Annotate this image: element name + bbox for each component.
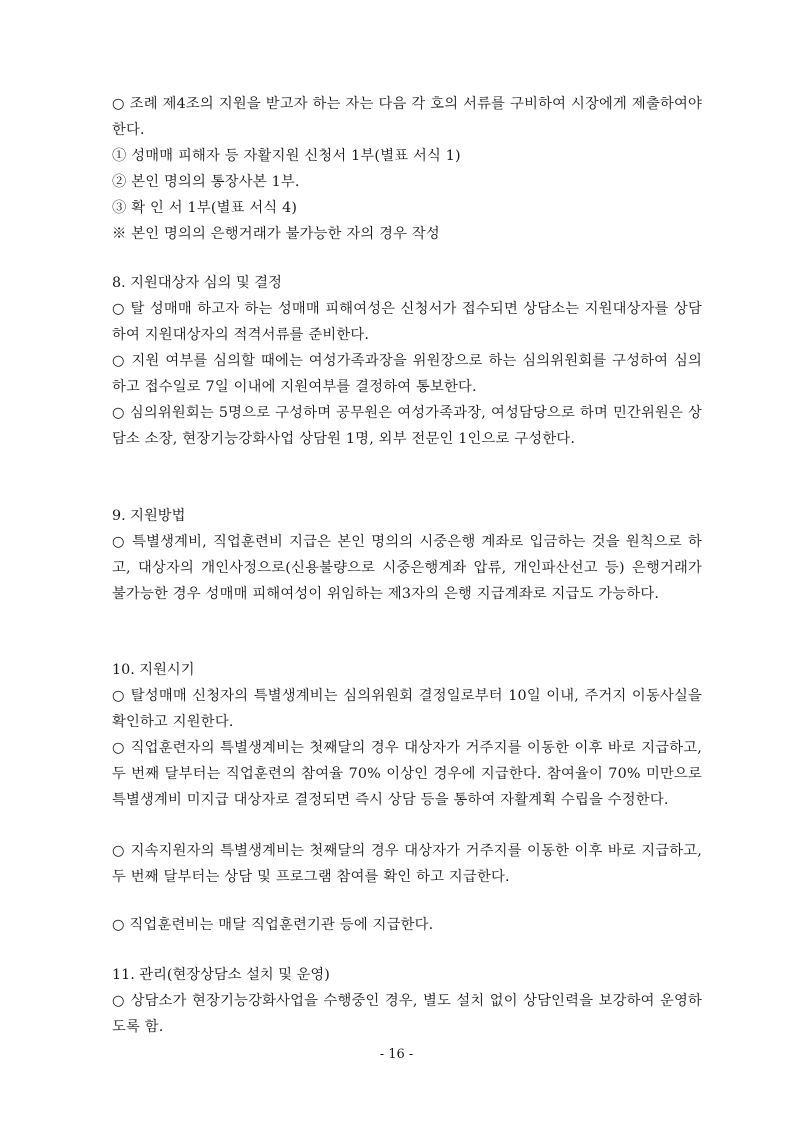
paragraph-10-1: ○ 탈성매매 신청자의 특별생계비는 심의위원회 결정일로부터 10일 이내, 주거지 이동사실을 확인하고 지원한다.	[112, 688, 702, 730]
paragraph-10-2: ○ 직업훈련자의 특별생계비는 첫째달의 경우 대상자가 거주지를 이동한 이후 바로 지급하고, 두 번째 달부터는 직업훈련의 참여율 70% 이상인 경우에 지급한다. 참여율이 70% 미만으로 특별생계비 미지급 대상자로 결정되면 즉시 상담 등을 통하여 자활계획 수립을 수정한다.	[112, 740, 702, 808]
paragraph-8-2: ○ 지원 여부를 심의할 때에는 여성가족과장을 위원장으로 하는 심의위원회를 구성하여 심의하고 접수일로 7일 이내에 지원여부를 결정하여 통보한다.	[112, 353, 702, 395]
paragraph-10-3: ○ 지속지원자의 특별생계비는 첫째달의 경우 대상자가 거주지를 이동한 이후 바로 지급하고, 두 번째 달부터는 상담 및 프로그램 참여를 확인 하고 지급한다.	[112, 843, 702, 885]
note-bank-unavailable: ※ 본인 명의의 은행거래가 불가능한 자의 경우 작성	[112, 226, 440, 242]
paragraph-documents-required: ○ 조례 제4조의 지원을 받고자 하는 자는 다음 각 호의 서류를 구비하여 시장에게 제출하여야 한다.	[112, 96, 702, 138]
paragraph-11-1: ○ 상담소가 현장기능강화사업을 수행중인 경우, 별도 설치 없이 상담인력을 보강하여 운영하도록 함.	[112, 993, 702, 1035]
list-item-bankbook-copy: ② 본인 명의의 통장사본 1부.	[112, 174, 300, 190]
section-heading-10: 10. 지원시기	[112, 662, 195, 678]
paragraph-10-4: ○ 직업훈련비는 매달 직업훈련기관 등에 지급한다.	[112, 917, 434, 933]
paragraph-8-3: ○ 심의위원회는 5명으로 구성하며 공무원은 여성가족과장, 여성담당으로 하며 민간위원은 상담소 소장, 현장기능강화사업 상담원 1명, 외부 전문인 1인으로 구성한다.	[112, 405, 702, 447]
list-item-confirmation: ③ 확 인 서 1부(별표 서식 4)	[112, 200, 298, 216]
paragraph-9-1: ○ 특별생계비, 직업훈련비 지급은 본인 명의의 시중은행 계좌로 입금하는 것을 원칙으로 하고, 대상자의 개인사정으로(신용불량으로 시중은행계좌 압류, 개인파산선고 등) 은행거래가 불가능한 경우 성매매 피해여성이 위임하는 제3자의 은행 지급계좌로 지급도 가능하다.	[112, 534, 702, 602]
section-heading-9: 9. 지원방법	[112, 508, 186, 524]
paragraph-8-1: ○ 탈 성매매 하고자 하는 성매매 피해여성은 신청서가 접수되면 상담소는 지원대상자를 상담하여 지원대상자의 적격서류를 준비한다.	[112, 301, 702, 343]
section-heading-8: 8. 지원대상자 심의 및 결정	[112, 275, 282, 291]
list-item-application-form: ① 성매매 피해자 등 자활지원 신청서 1부(별표 서식 1)	[112, 148, 461, 164]
page-number: - 16 -	[379, 1047, 414, 1062]
section-heading-11: 11. 관리(현장상담소 설치 및 운영)	[112, 967, 330, 983]
